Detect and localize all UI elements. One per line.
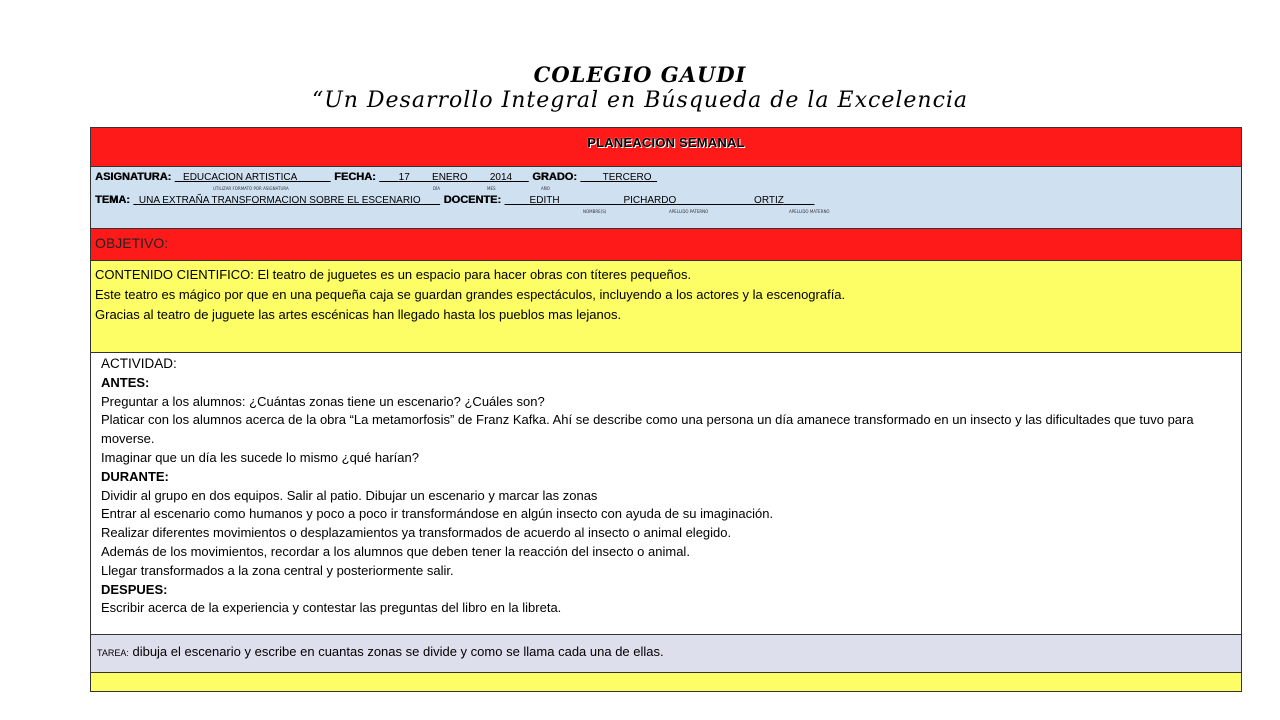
school-motto: “Un Desarrollo Integral en Búsqueda de la Excelencia: [311, 88, 969, 113]
antes-line: Imaginar que un día les sucede lo mismo ¿qué harían?: [101, 449, 419, 465]
durante-label: DURANTE:: [101, 468, 169, 484]
antes-label: ANTES:: [101, 374, 150, 390]
asignatura-value: EDUCACION ARTISTICA: [183, 172, 298, 183]
hint-ano: AÑO: [541, 186, 550, 191]
info-line-asignatura: [95, 170, 1241, 185]
hint-line-asignatura: [95, 185, 1241, 193]
durante-line: Realizar diferentes movimientos o desplazamientos ya transformados de acuerdo al insecto o animal elegido.: [101, 525, 732, 541]
objetivo-label: OBJETIVO:: [91, 229, 1241, 261]
info-line-tema: [95, 193, 1241, 208]
hint-nombre: NOMBRE(S): [583, 209, 607, 214]
actividad-title: ACTIVIDAD:: [101, 356, 177, 371]
docente-label: DOCENTE:: [443, 194, 502, 206]
hint-mes: MES: [487, 186, 496, 191]
durante-line: Entrar al escenario como humanos y poco a poco ir transformándose en algún insecto con ayuda de su imaginación.: [101, 506, 774, 522]
school-name: COLEGIO GAUDI: [533, 62, 747, 87]
contenido-line: Gracias al teatro de juguete las artes escénicas han llegado hasta los pueblos mas lejanos.: [95, 307, 622, 322]
contenido-line: CONTENIDO CIENTIFICO: El teatro de juguetes es un espacio para hacer obras con títeres pequeños.: [95, 267, 692, 282]
hint-paterno: APELLIDO PATERNO: [669, 209, 709, 214]
docente-paterno: PICHARDO: [623, 195, 677, 206]
hint-materno: APELLIDO MATERNO: [789, 209, 830, 214]
durante-line: Además de los movimientos, recordar a los alumnos que deben tener la reacción del insecto o animal.: [101, 543, 690, 559]
tarea-label: TAREA:: [97, 648, 129, 658]
despues-label: DESPUES:: [101, 581, 168, 597]
despues-line: Escribir acerca de la experiencia y contestar las preguntas del libro en la libreta.: [101, 600, 562, 616]
bottom-band: [91, 673, 1241, 691]
grado-value: TERCERO: [602, 172, 652, 183]
tema-label: TEMA:: [95, 194, 130, 206]
durante-line: Llegar transformados a la zona central y posteriormente salir.: [101, 562, 454, 578]
document-header: [0, 62, 1280, 114]
info-section: [91, 167, 1241, 229]
hint-dia: DÍA: [433, 186, 440, 191]
fecha-day: 17: [398, 172, 410, 183]
contenido-line: Este teatro es mágico por que en una pequeña caja se guardan grandes espectáculos, incluyendo a los actores y la escenografía.: [95, 287, 846, 302]
fecha-label: FECHA:: [334, 171, 376, 183]
durante-line: Dividir al grupo en dos equipos. Salir al patio. Dibujar un escenario y marcar las zonas: [101, 487, 598, 503]
contenido-section: [91, 261, 1241, 353]
hint-line-docente: [95, 208, 1241, 216]
docente-nombre: EDITH: [529, 195, 560, 206]
actividad-section: [91, 353, 1241, 635]
tema-value: UNA EXTRAÑA TRANSFORMACION SOBRE EL ESCENARIO: [138, 195, 421, 206]
tarea-text: dibuja el escenario y escribe en cuantas zonas se divide y como se llama cada una de ellas.: [132, 644, 664, 659]
antes-line: Preguntar a los alumnos: ¿Cuántas zonas tiene un escenario? ¿Cuáles son?: [101, 393, 545, 409]
sheet-title: PLANEACION SEMANAL: [91, 128, 1241, 167]
asignatura-label: ASIGNATURA:: [95, 171, 172, 183]
hint-asignatura: UTILIZAR FORMATO POR ASIGNATURA: [213, 186, 289, 191]
grado-label: GRADO:: [532, 171, 577, 183]
weekly-plan-sheet: [90, 127, 1242, 692]
antes-line: Platicar con los alumnos acerca de la obra “La metamorfosis” de Franz Kafka. Ahí se describe como una persona un día amanece transformado en un insecto y las dificultades que tuvo para moverse.: [101, 412, 1194, 447]
fecha-month: ENERO: [432, 172, 468, 183]
fecha-year: 2014: [489, 172, 513, 183]
tarea-section: [91, 635, 1241, 673]
docente-materno: ORTIZ: [754, 195, 784, 206]
